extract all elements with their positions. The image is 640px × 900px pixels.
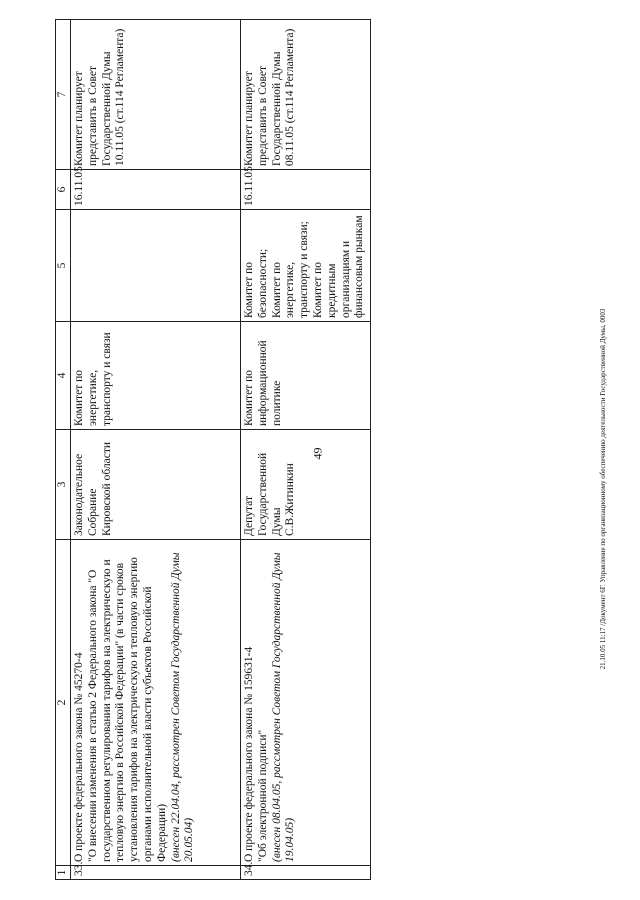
committee-cell: Комитет по информационной политике: [241, 322, 371, 430]
row-number: 34.: [241, 866, 371, 880]
page-number: 49: [310, 447, 325, 460]
col-header-1: 1: [56, 866, 71, 880]
committee-cell: Комитет по энергетике, транспорту и связи: [71, 322, 241, 430]
bill-cell: [71, 540, 241, 866]
bill-note: (внесен 22.04.04, рассмотрен Советом Государственной Думы 20.05.04): [169, 552, 196, 862]
plan-cell: Комитет планирует представить в Совет Государственной Думы 10.11.05 (ст.114 Регламента): [71, 20, 241, 170]
column-number-row: [56, 20, 71, 880]
col-header-7: 7: [56, 20, 71, 170]
col-header-6: 6: [56, 170, 71, 210]
bill-cell: [241, 540, 371, 866]
table-row: [71, 20, 241, 880]
col-header-2: 2: [56, 540, 71, 866]
bill-note: (внесен 08.04.05, рассмотрен Советом Государственной Думы 19.04.05): [270, 552, 297, 862]
col-header-5: 5: [56, 210, 71, 322]
date-cell: 16.11.05: [71, 170, 241, 210]
date-cell: 16.11.05: [241, 170, 371, 210]
initiator-cell: Законодательное Собрание Кировской области: [71, 430, 241, 540]
table-row: [241, 20, 371, 880]
row-number: 33.: [71, 866, 241, 880]
co-committees-cell: Комитет по безопасности; Комитет по энергетике, транспорту и связи; Комитет по кредитным организациям и финансовым рынкам: [241, 210, 371, 322]
footer-text: 21.10.05 11:17 /Документ 6Г. Управление по организационному обеспечению деятельности Государственной Думы, 0003: [599, 308, 607, 670]
col-header-3: 3: [56, 430, 71, 540]
initiator-cell: Депутат Государственной Думы С.В.Житинкин: [241, 430, 371, 540]
agenda-table: [55, 19, 371, 880]
co-committees-cell: [71, 210, 241, 322]
plan-cell: Комитет планирует представить в Совет Государственной Думы 08.11.05 (ст.114 Регламента): [241, 20, 371, 170]
bill-title: О проекте федерального закона № 159631-4 "Об электронной подписи": [243, 646, 269, 862]
agenda-table-rotated: [55, 20, 595, 880]
col-header-4: 4: [56, 322, 71, 430]
bill-title: О проекте федерального закона № 45270-4 "О внесении изменения в статью 2 Федерального закона "О государственном регулировании тарифов на электрическую и тепловую энергию в Российской Федерации" (в части сроков установления тарифов на электрическую и тепловую энергию органами исполнительной власти субъектов Российской Федерации): [73, 557, 168, 862]
